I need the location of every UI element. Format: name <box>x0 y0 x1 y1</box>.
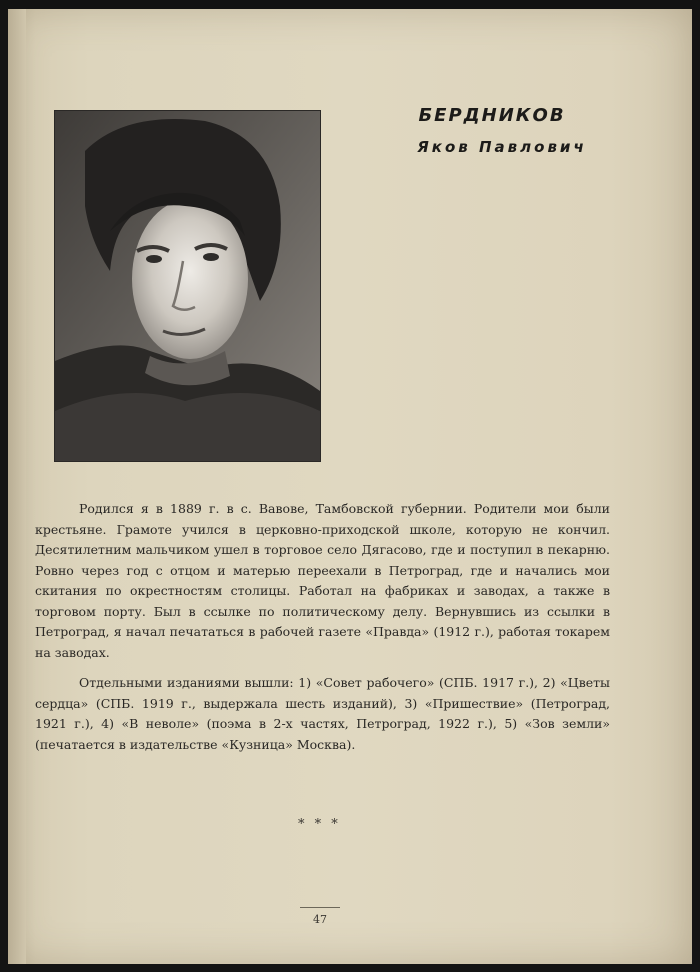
author-surname: БЕРДНИКОВ <box>418 105 566 126</box>
page-gutter-edge <box>8 9 26 964</box>
biography-text <box>35 499 610 755</box>
author-portrait-photo <box>54 110 321 462</box>
author-heading <box>372 105 612 157</box>
page-number-rule <box>300 907 340 908</box>
section-separator: * * * <box>298 817 341 832</box>
biography-paragraph-2: Отдельными изданиями вышли: 1) «Совет рабочего» (СПБ. 1917 г.), 2) «Цветы сердца» (СПБ. 1919 г., выдержала шесть изданий), 3) «Пришествие» (Петроград, 1921 г.), 4) «В неволе» (поэма в 2-х частях, Петроград, 1922 г.), 5) «Зов земли» (печатается в издательстве «Кузница» Москва). <box>35 675 610 752</box>
author-given-names: Яков Павлович <box>417 138 587 156</box>
biography-paragraph-1: Родился я в 1889 г. в с. Вавове, Тамбовской губернии. Родители мои были крестьяне. Грамоте учился в церковно-приходской школе, которую не кончил. Десятилетним мальчиком ушел в торговое село Дягасово, где и поступил в пекарню. Ровно через год с отцом и матерью переехали в Петроград, где и начались мои скитания по окрестностям столицы. Работал на фабриках и заводах, а также в торговом порту. Был в ссылке по политическому делу. Вернувшись из ссылки в Петроград, я начал печататься в рабочей газете «Правда» (1912 г.), работая токарем на заводах. <box>35 501 610 660</box>
portrait-illustration <box>55 111 320 461</box>
page-number: 47 <box>313 913 327 926</box>
book-page <box>8 9 692 964</box>
